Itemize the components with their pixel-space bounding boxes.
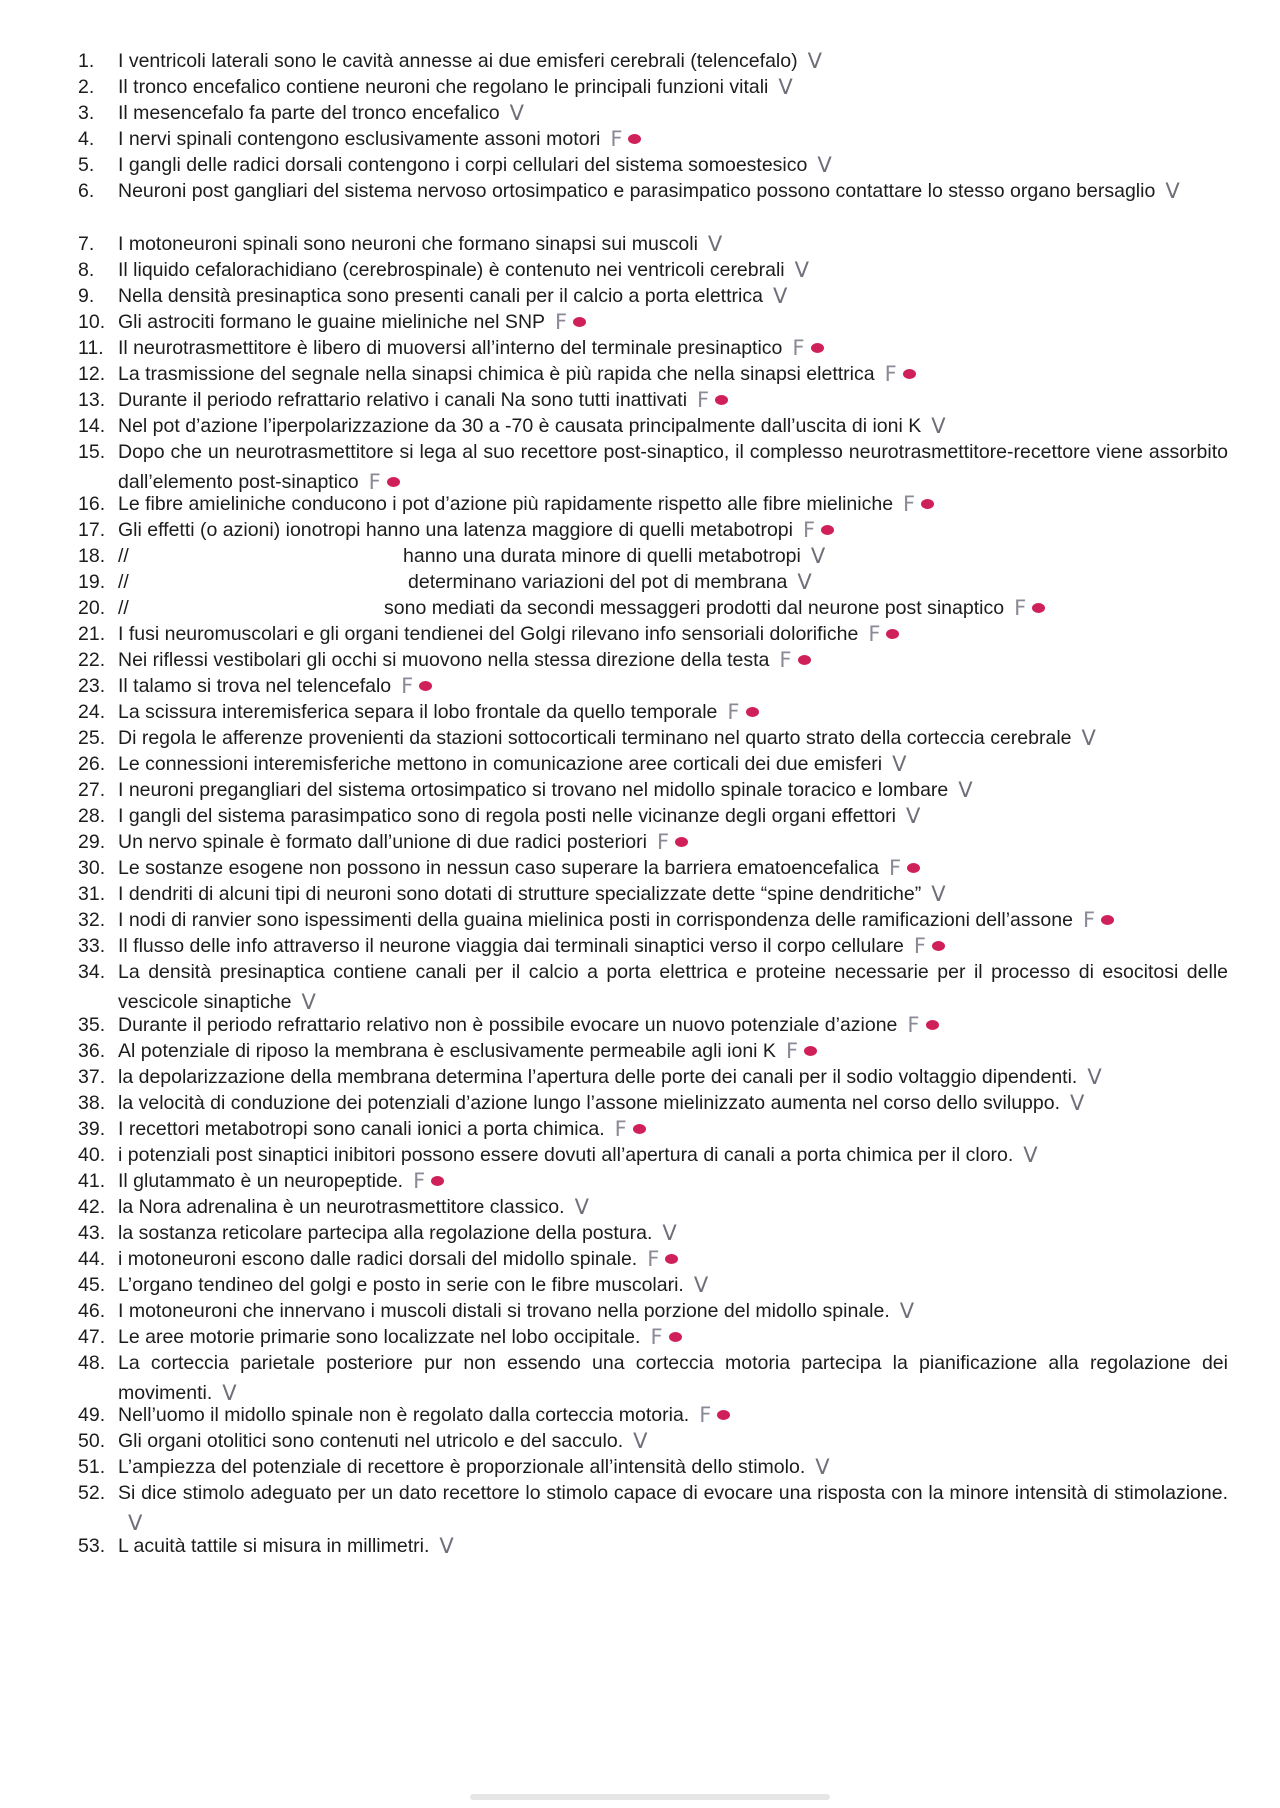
statement-number: 5. (78, 154, 95, 176)
statement-text: Il flusso delle info attraverso il neurone viaggia dai terminali sinaptici verso il corpo cellulare (118, 935, 904, 957)
red-dot-icon (628, 134, 641, 144)
statement-text: Durante il periodo refrattario relativo non è possibile evocare un nuovo potenziale d’azione (118, 1014, 898, 1036)
statement-text-block (118, 1479, 1228, 1538)
statement-text: Il talamo si trova nel telencefalo (118, 675, 392, 697)
statement-number: 21. (78, 623, 106, 645)
true-mark: V (439, 1534, 454, 1558)
statement-item (78, 1532, 1228, 1562)
statement-text: hanno una durata minore di quelli metabotropi (403, 545, 801, 567)
false-mark: F (555, 310, 568, 334)
true-mark: V (693, 1273, 709, 1297)
statement-number: 28. (78, 805, 106, 827)
statement-text: la Nora adrenalina è un neurotrasmettitore classico. (118, 1196, 565, 1218)
red-dot-icon (811, 343, 824, 353)
false-mark: F (650, 1325, 663, 1349)
false-mark: F (697, 388, 710, 412)
statement-text: I gangli del sistema parasimpatico sono di regola posti nelle vicinanze degli organi effettori (118, 805, 896, 827)
true-mark: V (817, 153, 832, 177)
true-mark: V (633, 1429, 648, 1453)
ditto-prefix: // (118, 545, 129, 567)
statement-number: 31. (78, 883, 106, 905)
true-mark: V (815, 1455, 830, 1479)
statement-text: I gangli delle radici dorsali contengono i corpi cellulari del sistema somoestesico (118, 154, 808, 176)
true-mark: V (1087, 1065, 1102, 1089)
statement-number: 47. (78, 1326, 106, 1348)
red-dot-icon (921, 499, 934, 509)
statement-item (78, 1479, 1228, 1538)
statement-number: 12. (78, 363, 106, 385)
statement-number: 25. (78, 727, 106, 749)
statement-number: 46. (78, 1300, 106, 1322)
statement-text: la sostanza reticolare partecipa alla regolazione della postura. (118, 1222, 653, 1244)
statement-number: 53. (78, 1535, 106, 1557)
statement-number: 39. (78, 1118, 106, 1140)
statement-text: Un nervo spinale è formato dall’unione di due radici posteriori (118, 831, 647, 853)
statement-text: L acuità tattile si misura in millimetri. (118, 1535, 430, 1557)
statement-number: 7. (78, 233, 95, 255)
true-mark: V (931, 414, 946, 438)
statement-number: 17. (78, 519, 106, 541)
red-dot-icon (932, 941, 945, 951)
false-mark: F (792, 336, 805, 360)
statement-number: 32. (78, 909, 106, 931)
statement-number: 33. (78, 935, 106, 957)
statement-text: I ventricoli laterali sono le cavità annesse ai due emisferi cerebrali (telencefalo) (118, 50, 798, 72)
statement-text-block (118, 1349, 1228, 1408)
statement-text: La corteccia parietale posteriore pur non essendo una corteccia motoria partecipa la pianificazione alla regolazione dei movimenti. (118, 1352, 1228, 1404)
false-mark: F (656, 830, 670, 854)
false-mark: F (779, 648, 792, 672)
true-mark: V (1070, 1091, 1085, 1115)
red-dot-icon (907, 863, 920, 873)
statement-text: I neuroni pregangliari del sistema ortosimpatico si trovano nel midollo spinale toracico e lombare (118, 779, 949, 801)
false-mark: F (868, 622, 881, 646)
red-dot-icon (665, 1254, 678, 1264)
statement-number: 44. (78, 1248, 106, 1270)
true-mark: V (301, 989, 316, 1014)
statement-text: i potenziali post sinaptici inibitori possono essere dovuti all’apertura di canali a porta chimica per il cloro. (118, 1144, 1014, 1166)
statement-item (78, 177, 1228, 207)
statement-text: Il glutammato è un neuropeptide. (118, 1170, 404, 1192)
statement-text: I motoneuroni spinali sono neuroni che formano sinapsi sui muscoli (118, 233, 698, 255)
statement-text: Dopo che un neurotrasmettitore si lega al suo recettore post-sinaptico, il complesso neurotrasmettitore-recettore viene assorbito dall’elemento post-sinaptico (118, 441, 1228, 493)
statement-number: 24. (78, 701, 106, 723)
statement-number: 1. (78, 50, 95, 72)
statement-text: Nella densità presinaptica sono presenti canali per il calcio a porta elettrica (118, 285, 763, 307)
statement-number: 20. (78, 597, 106, 619)
statement-text: Il neurotrasmettitore è libero di muoversi all’interno del terminale presinaptico (118, 337, 783, 359)
statement-number: 18. (78, 545, 106, 567)
statement-number: 51. (78, 1456, 106, 1478)
statement-number: 22. (78, 649, 106, 671)
statement-text: L’ampiezza del potenziale di recettore è proporzionale all’intensità dello stimolo. (118, 1456, 806, 1478)
statement-text-block (118, 177, 1228, 207)
statement-item (78, 1349, 1228, 1408)
statement-text: Gli effetti (o azioni) ionotropi hanno una latenza maggiore di quelli metabotropi (118, 519, 793, 541)
statement-text: Il mesencefalo fa parte del tronco encefalico (118, 102, 500, 124)
footer-smudge (470, 1794, 830, 1800)
statement-number: 6. (78, 180, 95, 202)
true-mark: V (772, 284, 788, 308)
statement-text: Il tronco encefalico contiene neuroni che regolano le principali funzioni vitali (118, 76, 769, 98)
red-dot-icon (886, 629, 899, 639)
false-mark: F (884, 362, 897, 386)
statement-text: Gli organi otolitici sono contenuti nel utricolo e del sacculo. (118, 1430, 624, 1452)
red-dot-icon (804, 1046, 817, 1056)
red-dot-icon (633, 1124, 646, 1134)
statement-text: I nodi di ranvier sono ispessimenti della guaina mielinica posti in corrispondenza delle ramificazioni dell’assone (118, 909, 1073, 931)
statement-text: la depolarizzazione della membrana determina l’apertura delle porte dei canali per il sodio voltaggio dipendenti. (118, 1066, 1078, 1088)
true-mark: V (509, 101, 524, 125)
statement-text: Le aree motorie primarie sono localizzate nel lobo occipitale. (118, 1326, 641, 1348)
true-mark: V (905, 804, 921, 828)
red-dot-icon (669, 1332, 682, 1342)
statement-number: 37. (78, 1066, 106, 1088)
statement-number: 4. (78, 128, 95, 150)
false-mark: F (1014, 596, 1027, 620)
red-dot-icon (1101, 915, 1114, 925)
statement-text: la velocità di conduzione dei potenziali d’azione lungo l’assone mielinizzato aumenta nel corso dello sviluppo. (118, 1092, 1060, 1114)
statement-text: Il liquido cefalorachidiano (cerebrospinale) è contenuto nei ventricoli cerebrali (118, 259, 785, 281)
statement-number: 49. (78, 1404, 106, 1426)
true-mark: V (778, 75, 793, 99)
statement-text: Di regola le afferenze provenienti da stazioni sottocorticali terminano nel quarto strato della corteccia cerebrale (118, 727, 1072, 749)
statement-number: 10. (78, 311, 106, 333)
statement-number: 23. (78, 675, 106, 697)
statement-text: Si dice stimolo adeguato per un dato recettore lo stimolo capace di evocare una risposta con la minore intensità di stimolazione. (118, 1482, 1228, 1504)
statement-number: 50. (78, 1430, 106, 1452)
statement-number: 36. (78, 1040, 106, 1062)
false-mark: F (401, 674, 414, 698)
statement-number: 16. (78, 493, 106, 515)
red-dot-icon (387, 477, 400, 487)
true-mark: V (899, 1299, 915, 1323)
false-mark: F (889, 856, 902, 880)
false-mark: F (610, 127, 623, 151)
statement-item (78, 958, 1228, 1017)
true-mark: V (810, 544, 826, 568)
false-mark: F (647, 1247, 660, 1271)
statement-number: 41. (78, 1170, 106, 1192)
ditto-prefix: // (118, 597, 129, 619)
true-mark: V (222, 1380, 237, 1405)
statement-number: 26. (78, 753, 106, 775)
statement-number: 29. (78, 831, 106, 853)
red-dot-icon (798, 655, 811, 665)
true-mark: V (1081, 726, 1096, 750)
false-mark: F (907, 1013, 920, 1037)
statement-text: I nervi spinali contengono esclusivamente assoni motori (118, 128, 601, 150)
statement-number: 40. (78, 1144, 106, 1166)
red-dot-icon (926, 1020, 939, 1030)
true-mark: V (958, 778, 973, 802)
red-dot-icon (715, 395, 728, 405)
statement-text: determinano variazioni del pot di membrana (408, 571, 788, 593)
true-mark: V (807, 49, 822, 73)
false-mark: F (699, 1403, 712, 1427)
statement-text: Durante il periodo refrattario relativo i canali Na sono tutti inattivati (118, 389, 688, 411)
red-dot-icon (717, 1410, 730, 1420)
false-mark: F (903, 492, 916, 516)
false-mark: F (785, 1039, 799, 1063)
red-dot-icon (903, 369, 916, 379)
statement-number: 34. (78, 961, 106, 983)
true-mark: V (707, 232, 723, 256)
statement-number: 19. (78, 571, 106, 593)
statement-text-block (118, 438, 1228, 497)
false-mark: F (413, 1169, 426, 1193)
red-dot-icon (675, 837, 688, 847)
statement-number: 3. (78, 102, 95, 124)
false-mark: F (368, 469, 381, 494)
true-mark: V (931, 882, 946, 906)
statement-item (78, 438, 1228, 497)
statement-number: 45. (78, 1274, 106, 1296)
statement-number: 35. (78, 1014, 106, 1036)
statement-text: La densità presinaptica contiene canali per il calcio a porta elettrica e proteine necessarie per il processo di esocitosi delle vescicole sinaptiche (118, 961, 1228, 1013)
true-mark: V (1165, 179, 1180, 203)
statement-text: I recettori metabotropi sono canali ionici a porta chimica. (118, 1118, 605, 1140)
statement-text: I motoneuroni che innervano i muscoli distali si trovano nella porzione del midollo spinale. (118, 1300, 890, 1322)
statement-text: I fusi neuromuscolari e gli organi tendienei del Golgi rilevano info sensoriali dolorifiche (118, 623, 859, 645)
statement-number: 15. (78, 441, 106, 463)
red-dot-icon (431, 1176, 444, 1186)
statement-text: Al potenziale di riposo la membrana è esclusivamente permeabile agli ioni K (118, 1040, 776, 1062)
statement-text: Nell’uomo il midollo spinale non è regolato dalla corteccia motoria. (118, 1404, 690, 1426)
true-mark: V (797, 570, 812, 594)
statement-text: I dendriti di alcuni tipi di neuroni sono dotati di strutture specializzate dette “spine dendritiche” (118, 883, 922, 905)
statement-text: Neuroni post gangliari del sistema nervoso ortosimpatico e parasimpatico possono contattare lo stesso organo bersaglio (118, 180, 1156, 202)
red-dot-icon (821, 525, 834, 535)
statement-number: 2. (78, 76, 95, 98)
statement-text: L’organo tendineo del golgi e posto in serie con le fibre muscolari. (118, 1274, 684, 1296)
statement-number: 27. (78, 779, 106, 801)
true-mark: V (892, 752, 907, 776)
false-mark: F (727, 700, 740, 724)
red-dot-icon (573, 317, 586, 327)
statement-text: La trasmissione del segnale nella sinapsi chimica è più rapida che nella sinapsi elettrica (118, 363, 875, 385)
statement-text-block (118, 958, 1228, 1017)
ditto-prefix: // (118, 571, 129, 593)
statement-number: 14. (78, 415, 106, 437)
statement-number: 38. (78, 1092, 106, 1114)
statement-text-block (118, 1532, 1228, 1562)
statement-text: Gli astrociti formano le guaine mieliniche nel SNP (118, 311, 546, 333)
false-mark: F (1082, 908, 1096, 932)
red-dot-icon (419, 681, 432, 691)
statement-text: La scissura interemisferica separa il lobo frontale da quello temporale (118, 701, 718, 723)
statement-text: sono mediati da secondi messaggeri prodotti dal neurone post sinaptico (384, 597, 1005, 619)
statement-number: 52. (78, 1482, 106, 1504)
statement-number: 42. (78, 1196, 106, 1218)
statement-text: Le connessioni interemisferiche mettono in comunicazione aree corticali dei due emisferi (118, 753, 883, 775)
statement-text: Le sostanze esogene non possono in nessun caso superare la barriera ematoencefalica (118, 857, 879, 879)
statement-number: 13. (78, 389, 106, 411)
statement-text: i motoneuroni escono dalle radici dorsali del midollo spinale. (118, 1248, 638, 1270)
false-mark: F (802, 518, 816, 542)
statement-text: Nel pot d’azione l’iperpolarizzazione da 30 a -70 è causata principalmente dall’uscita di ioni K (118, 415, 922, 437)
true-mark: V (794, 258, 810, 282)
statement-number: 30. (78, 857, 106, 879)
statement-number: 48. (78, 1352, 106, 1374)
statement-number: 9. (78, 285, 95, 307)
red-dot-icon (1032, 603, 1045, 613)
statement-number: 43. (78, 1222, 106, 1244)
statement-text: Nei riflessi vestibolari gli occhi si muovono nella stessa direzione della testa (118, 649, 770, 671)
false-mark: F (913, 934, 926, 958)
statement-text: Le fibre amieliniche conducono i pot d’azione più rapidamente rispetto alle fibre mieliniche (118, 493, 894, 515)
statement-number: 11. (78, 337, 104, 359)
true-mark: V (662, 1221, 677, 1245)
true-mark: V (574, 1195, 589, 1219)
true-mark: V (1023, 1143, 1038, 1167)
red-dot-icon (746, 707, 759, 717)
statement-number: 8. (78, 259, 95, 281)
false-mark: F (614, 1117, 627, 1141)
true-mark: V (128, 1510, 143, 1535)
